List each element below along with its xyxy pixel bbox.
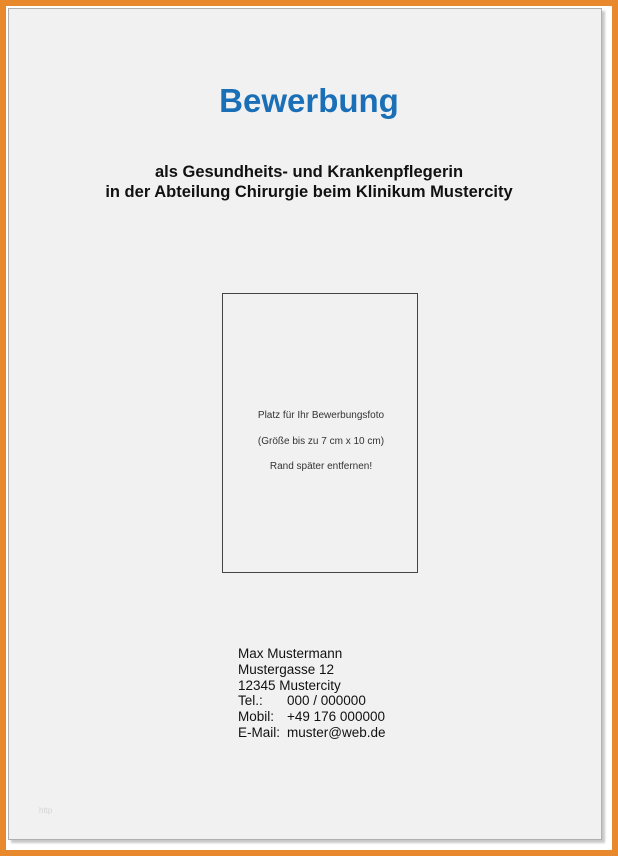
mobil-label: Mobil:: [238, 709, 275, 725]
subtitle-line-1: als Gesundheits- und Krankenpflegerin: [154, 163, 464, 181]
contact-name: Max Mustermann: [238, 646, 343, 661]
contact-tel-row: [238, 693, 386, 709]
photo-border-note: Rand später entfernen!: [269, 461, 373, 472]
watermark: http: [39, 806, 53, 815]
tel-value: 000 / 000000: [287, 693, 366, 709]
subtitle-line-2: in der Abteilung Chirurgie beim Klinikum Mustercity: [105, 183, 513, 201]
mobil-value: +49 176 000000: [287, 709, 385, 725]
photo-size-note: (Größe bis zu 7 cm x 10 cm): [257, 436, 385, 447]
contact-email-row: [238, 725, 386, 741]
tel-label: Tel.:: [238, 693, 263, 709]
contact-block: [238, 646, 386, 741]
photo-placeholder-text: Platz für Ihr Bewerbungsfoto: [257, 410, 385, 421]
contact-city: 12345 Mustercity: [238, 677, 341, 693]
email-label: E-Mail:: [238, 724, 281, 740]
photo-placeholder-box: [222, 293, 418, 573]
document-title: Bewerbung: [219, 82, 399, 119]
email-value: muster@web.de: [287, 724, 386, 740]
contact-mobil-row: [238, 709, 386, 725]
contact-street: Mustergasse 12: [238, 661, 335, 677]
